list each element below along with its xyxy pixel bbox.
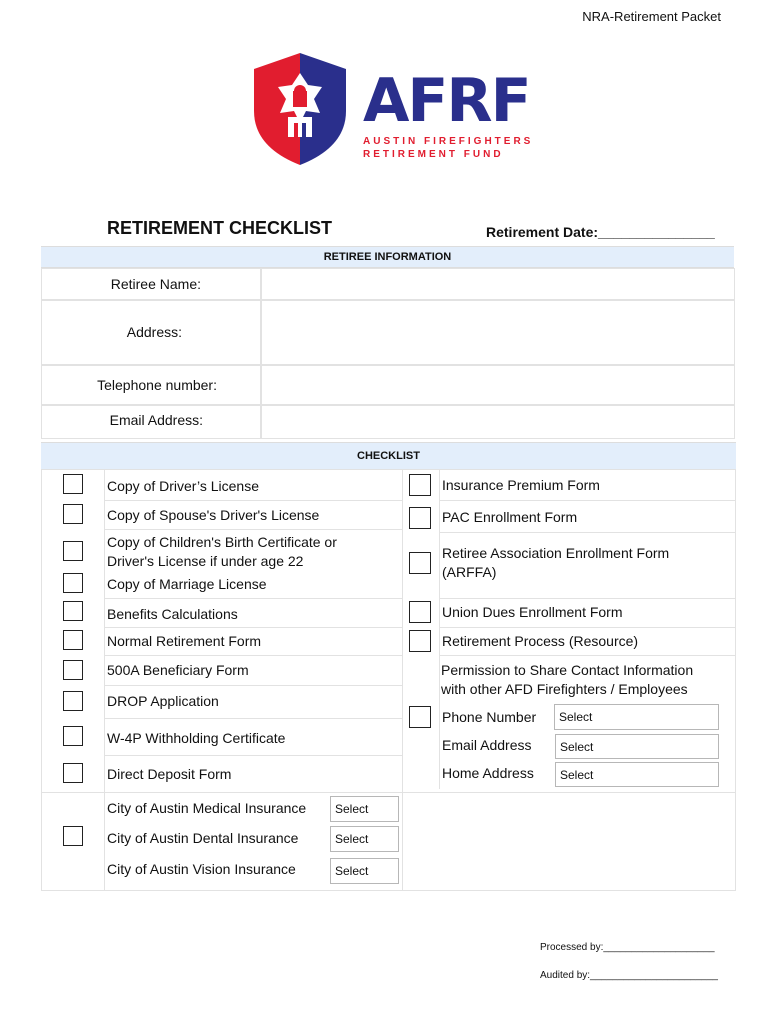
item-union-dues: Union Dues Enrollment Form (442, 604, 623, 620)
item-children-birth-certificate-2: Driver's License if under age 22 (107, 553, 304, 569)
grid-divider (104, 627, 402, 628)
grid-divider (402, 469, 403, 891)
phone-number-label: Phone Number (442, 709, 537, 725)
checkbox-drivers-license[interactable] (63, 474, 83, 494)
processed-by-field[interactable]: Processed by:____________________ (540, 942, 715, 953)
checkbox-normal-retirement-form[interactable] (63, 630, 83, 650)
checkbox-w4p[interactable] (63, 726, 83, 746)
checkbox-insurance-premium[interactable] (409, 474, 431, 496)
item-insurance-premium: Insurance Premium Form (442, 477, 600, 493)
item-retiree-association: Retiree Association Enrollment Form (442, 545, 670, 561)
item-medical-insurance: City of Austin Medical Insurance (107, 800, 307, 816)
checklist-header: CHECKLIST (41, 442, 736, 470)
item-pac-enrollment: PAC Enrollment Form (442, 509, 578, 525)
checkbox-500a-beneficiary[interactable] (63, 660, 83, 680)
checkbox-drop-application[interactable] (63, 691, 83, 711)
email-label: Email Address: (109, 412, 203, 428)
grid-divider (104, 500, 402, 501)
logo-line-2: RETIREMENT FUND (363, 149, 504, 160)
retirement-date-field[interactable]: Retirement Date:_______________ (486, 224, 715, 240)
item-direct-deposit: Direct Deposit Form (107, 766, 232, 782)
grid-divider (104, 469, 105, 891)
address-input[interactable] (261, 300, 735, 365)
item-spouse-drivers-license: Copy of Spouse's Driver's License (107, 507, 320, 523)
item-permission-share-2: with other AFD Firefighters / Employees (441, 681, 688, 697)
checkbox-retirement-process[interactable] (409, 630, 431, 652)
item-vision-insurance: City of Austin Vision Insurance (107, 861, 296, 877)
logo-line-1: AUSTIN FIREFIGHTERS (363, 136, 534, 147)
email-input[interactable] (261, 405, 735, 439)
grid-divider (439, 532, 736, 533)
checkbox-retiree-association[interactable] (409, 552, 431, 574)
item-drivers-license: Copy of Driver’s License (107, 478, 259, 494)
logo-name: AFRF (363, 66, 530, 136)
item-retiree-association-2: (ARFFA) (442, 564, 497, 580)
page-title: RETIREMENT CHECKLIST (107, 218, 332, 238)
checkbox-marriage-license[interactable] (63, 573, 83, 593)
checkbox-city-insurance[interactable] (63, 826, 83, 846)
grid-divider (439, 500, 736, 501)
dental-insurance-select[interactable]: Select (330, 826, 399, 852)
grid-divider (104, 755, 402, 756)
item-dental-insurance: City of Austin Dental Insurance (107, 830, 299, 846)
checkbox-direct-deposit[interactable] (63, 763, 83, 783)
checkbox-children-birth-certificate[interactable] (63, 541, 83, 561)
retiree-info-header: RETIREE INFORMATION (41, 246, 734, 268)
grid-divider (104, 685, 402, 686)
item-permission-share: Permission to Share Contact Information (441, 662, 694, 678)
address-label: Address: (126, 324, 182, 340)
item-500a-beneficiary: 500A Beneficiary Form (107, 662, 249, 678)
checkbox-union-dues[interactable] (409, 601, 431, 623)
telephone-input[interactable] (261, 365, 735, 405)
medical-insurance-select[interactable]: Select (330, 796, 399, 822)
audited-by-field[interactable]: Audited by:_______________________ (540, 970, 718, 981)
item-retirement-process: Retirement Process (Resource) (442, 633, 639, 649)
retiree-name-input[interactable] (261, 268, 735, 300)
item-benefits-calculations: Benefits Calculations (107, 606, 238, 622)
item-drop-application: DROP Application (107, 693, 219, 709)
item-normal-retirement-form: Normal Retirement Form (107, 633, 262, 649)
item-children-birth-certificate: Copy of Children's Birth Certificate or (107, 534, 337, 550)
logo-text (363, 66, 534, 161)
afrf-logo-icon (250, 51, 350, 172)
item-marriage-license: Copy of Marriage License (107, 576, 267, 592)
checkbox-pac-enrollment[interactable] (409, 507, 431, 529)
grid-divider (104, 529, 402, 530)
vision-insurance-select[interactable]: Select (330, 858, 399, 884)
grid-divider (104, 655, 402, 656)
email-address-label: Email Address (442, 737, 532, 753)
home-address-select[interactable]: Select (555, 762, 719, 787)
telephone-label: Telephone number: (97, 377, 217, 393)
item-w4p: W-4P Withholding Certificate (107, 730, 286, 746)
grid-divider (104, 598, 402, 599)
grid-divider (439, 598, 736, 599)
grid-divider (41, 792, 736, 793)
home-address-label: Home Address (442, 765, 534, 781)
phone-number-select[interactable]: Select (554, 704, 719, 730)
grid-divider (439, 469, 440, 789)
email-address-select[interactable]: Select (555, 734, 719, 759)
grid-divider (104, 718, 402, 719)
checkbox-spouse-drivers-license[interactable] (63, 504, 83, 524)
checkbox-permission-share[interactable] (409, 706, 431, 728)
checkbox-benefits-calculations[interactable] (63, 601, 83, 621)
grid-divider (439, 627, 736, 628)
retiree-name-label: Retiree Name: (110, 276, 201, 292)
grid-divider (439, 655, 736, 656)
packet-label: NRA-Retirement Packet (582, 9, 721, 24)
